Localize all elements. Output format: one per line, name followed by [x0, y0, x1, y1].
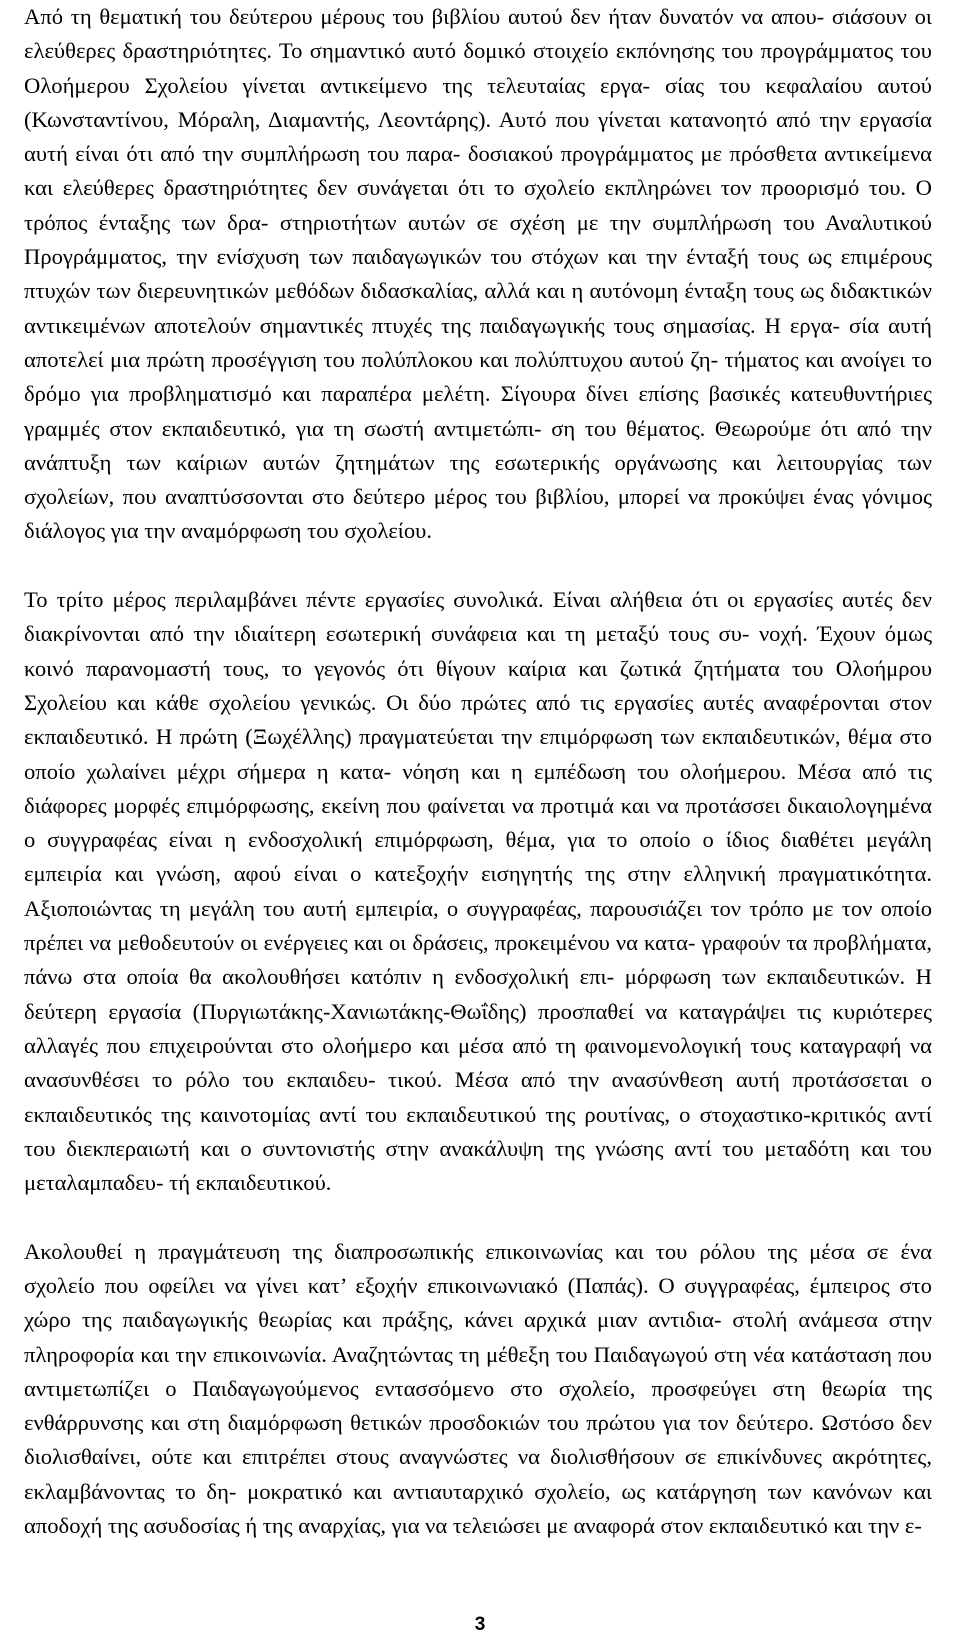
text-line: προσπαθεί να καταγράψει τις κυριότερες αλλαγές που επιχειρούνται στο ολοήμερο και	[24, 998, 933, 1058]
text-line: εκείνη που φαίνεται να προτιμά και να προτάσσει δικαιολογημένα ο συγγραφέας είναι	[24, 792, 932, 853]
text-line: σίας του κεφαλαίου αυτού (Κωνσταντίνου, Μόραλη, Διαμαντής, Λεοντάρης). Αυτό	[24, 72, 932, 132]
text-line: εργασίες αυτές αναφέρονται στον εκπαιδευτικό. Η πρώτη (Ξωχέλλης) πραγματεύεται	[24, 689, 932, 750]
text-line: Αξιοποιώντας τη μεγάλη του αυτή εμπειρία, ο συγγραφέας, παρουσιάζει τον τρόπο με	[24, 895, 834, 921]
text-line: συνάγεται ότι το σχολείο εκπληρώνει τον προορισμό του. Ο τρόπος ένταξης των δρα-	[24, 175, 932, 235]
text-line: την επιμόρφωση των εκπαιδευτικών, θέμα στο οποίο χωλαίνει μέχρι σήμερα η κατα-	[24, 724, 932, 784]
text-line: Το τρίτο μέρος περιλαμβάνει πέντε εργασίες συνολικά. Είναι αλήθεια ότι οι εργασίες	[24, 587, 833, 613]
text-line: Παιδαγωγού στη νέα κατάσταση που αντιμετωπίζει ο Παιδαγωγούμενος εντασσόμενο	[24, 1341, 932, 1401]
text-line: μόρφωση των εκπαιδευτικών. Η δεύτερη εργασία (Πυργιωτάκης-Χανιωτάκης-Θωΐδης)	[24, 964, 932, 1024]
text-line: ενίσχυση των παιδαγωγικών του στόχων και την ένταξή τους ως επιμέρους πτυχών των	[24, 244, 933, 304]
text-line: δοσιακού προγράμματος με πρόσθετα αντικείμενα και ελεύθερες δραστηριότητες δεν	[24, 141, 932, 201]
text-line: του σχολείου.	[307, 518, 433, 544]
text-line: ο συντονιστής στην ανακάλυψη της γνώσης αντί του μεταδότη και του μεταλαμπαδευ-	[24, 1135, 932, 1196]
text-line: αυτές δεν διακρίνονται από την ιδιαίτερη εσωτερική συνάφεια και τη μεταξύ τους συ-	[24, 587, 932, 647]
text-line: στους αναγνώστες να διολισθήσουν σε επικίνδυνες ακρότητες, εκλαμβάνοντας το δη-	[24, 1444, 933, 1504]
text-line: ένα σχολείο που οφείλει να γίνει κατ’ εξοχήν επικοινωνιακό (Παπάς). Ο συγγραφέας,	[24, 1238, 932, 1298]
text-line: στο σχολείο, προσφεύγει στη θεωρία της ενθάρρυνσης και στη διαμόρφωση θετικών	[24, 1375, 932, 1436]
text-line: τον οποίο πρέπει να μεθοδευτούν οι ενέργειες και οι δράσεις, προκειμένου να κατα-	[24, 895, 933, 956]
text-line: έμπειρος στο χώρο της παιδαγωγικής θεωρίας και πράξης, κάνει αρχικά μιαν αντιδια-	[24, 1272, 932, 1333]
text-line: σία αυτή αποτελεί μια πρώτη προσέγγιση του πολύπλοκου και πολύπτυχου αυτού ζη-	[24, 312, 932, 372]
text-line: τήματος και ανοίγει το δρόμο για προβληματισμό και παραπέρα μελέτη. Σίγουρα δίνει	[24, 346, 933, 407]
text-line: νόηση και η εμπέδωση του ολοήμερου. Μέσα από τις διάφορες μορφές επιμόρφωσης,	[24, 758, 932, 818]
text-line: τή εκπαιδευτικού.	[169, 1170, 332, 1196]
text-line: η ενδοσχολική επιμόρφωση, θέμα, για το οποίο ο ίδιος διαθέτει μεγάλη εμπειρία και	[24, 827, 932, 887]
text-line: εσωτερικής οργάνωσης και λειτουργίας των σχολείων, που αναπτύσσονται στο δεύτερο	[24, 449, 932, 510]
text-line: που γίνεται κατανοητό από την εργασία αυτή είναι ότι από την συμπλήρωση του παρα-	[24, 106, 933, 167]
paragraph	[24, 1235, 932, 1544]
text-line: Ακολουθεί η πραγμάτευση της διαπροσωπικής επικοινωνίας και του ρόλου της μέσα σε	[24, 1238, 889, 1264]
text-line: γραφούν τα προβλήματα, πάνω στα οποία θα ακολουθήσει κατόπιν η ενδοσχολική επι-	[24, 930, 932, 990]
text-line: ασυδοσίας ή της αναρχίας, για να τελειώσει με αναφορά στον εκπαιδευτικό και την ε-	[143, 1513, 922, 1539]
text-line: του προγράμματος του Ολοήμερου Σχολείου γίνεται αντικείμενο της τελευταίας εργα-	[24, 38, 932, 98]
text-line: αντικειμένων αποτελούν σημαντικές πτυχές της παιδαγωγικής τους σημασίας. Η εργα-	[24, 312, 841, 338]
paragraph	[24, 583, 932, 1200]
text-line: επίσης βασικές κατευθυντήριες γραμμές στον εκπαιδευτικό, για τη σωστή αντιμετώπι-	[24, 381, 932, 441]
text-line: γνώση, αφού είναι ο κατεξοχήν εισηγητής της στην ελληνική πραγματικότητα.	[156, 861, 932, 887]
text-line: μοκρατικό και αντιαυταρχικό σχολείο, ως κατάργηση των κανόνων και αποδοχή της	[24, 1478, 932, 1539]
text-line: στηριοτήτων αυτών σε σχέση με την συμπλήρωση του Αναλυτικού Προγράμματος, την	[24, 209, 932, 270]
text-line: ζητήματα του Ολοήμρου Σχολείου και κάθε σχολείου γενικώς. Οι δύο πρώτες από τις	[24, 655, 933, 715]
body-text	[24, 0, 932, 1543]
text-line: τικού. Μέσα από την ανασύνθεση αυτή προτάσσεται ο εκπαιδευτικός της καινοτομίας	[24, 1067, 932, 1127]
text-line: αντί του εκπαιδευτικού της ρουτίνας, ο στοχαστικο-κριτικός αντί του διεκπεραιωτή και	[24, 1101, 932, 1161]
text-line: νοχή. Έχουν όμως κοινό παρανομαστή τους, το γεγονός ότι θίγουν καίρια και ζωτικά	[24, 621, 933, 681]
text-line: στολή ανάμεσα στην πληροφορία και την επικοινωνία. Αναζητώντας τη μέθεξη του	[24, 1307, 932, 1367]
paragraph	[24, 0, 932, 549]
text-line: προσδοκιών του πρώτου για τον δεύτερο. Ωστόσο δεν διολισθαίνει, ούτε και επιτρέπει	[24, 1410, 932, 1470]
text-line: μέρος του βιβλίου, μπορεί να προκύψει ένας γόνιμος διάλογος για την αναμόρφωση	[24, 484, 932, 544]
text-line: Από τη θεματική του δεύτερου μέρους του βιβλίου αυτού δεν ήταν δυνατόν να απου-	[24, 4, 825, 29]
text-line: ση του θέματος. Θεωρούμε ότι από την ανάπτυξη των καίριων αυτών ζητημάτων της	[24, 415, 932, 475]
text-line: μέσα από τη φαινομενολογική τους καταγραφή να ανασυνθέσει το ρόλο του εκπαιδευ-	[24, 1032, 932, 1093]
text-line: διερευνητικών μεθόδων διδασκαλίας, αλλά και η αυτόνομη ένταξη τους ως διδακτικών	[136, 278, 932, 304]
page-number: 3	[474, 1614, 486, 1635]
text-line: σιάσουν οι ελεύθερες δραστηριότητες. Το σημαντικό αυτό δομικό στοιχείο εκπόνησης	[24, 4, 932, 64]
